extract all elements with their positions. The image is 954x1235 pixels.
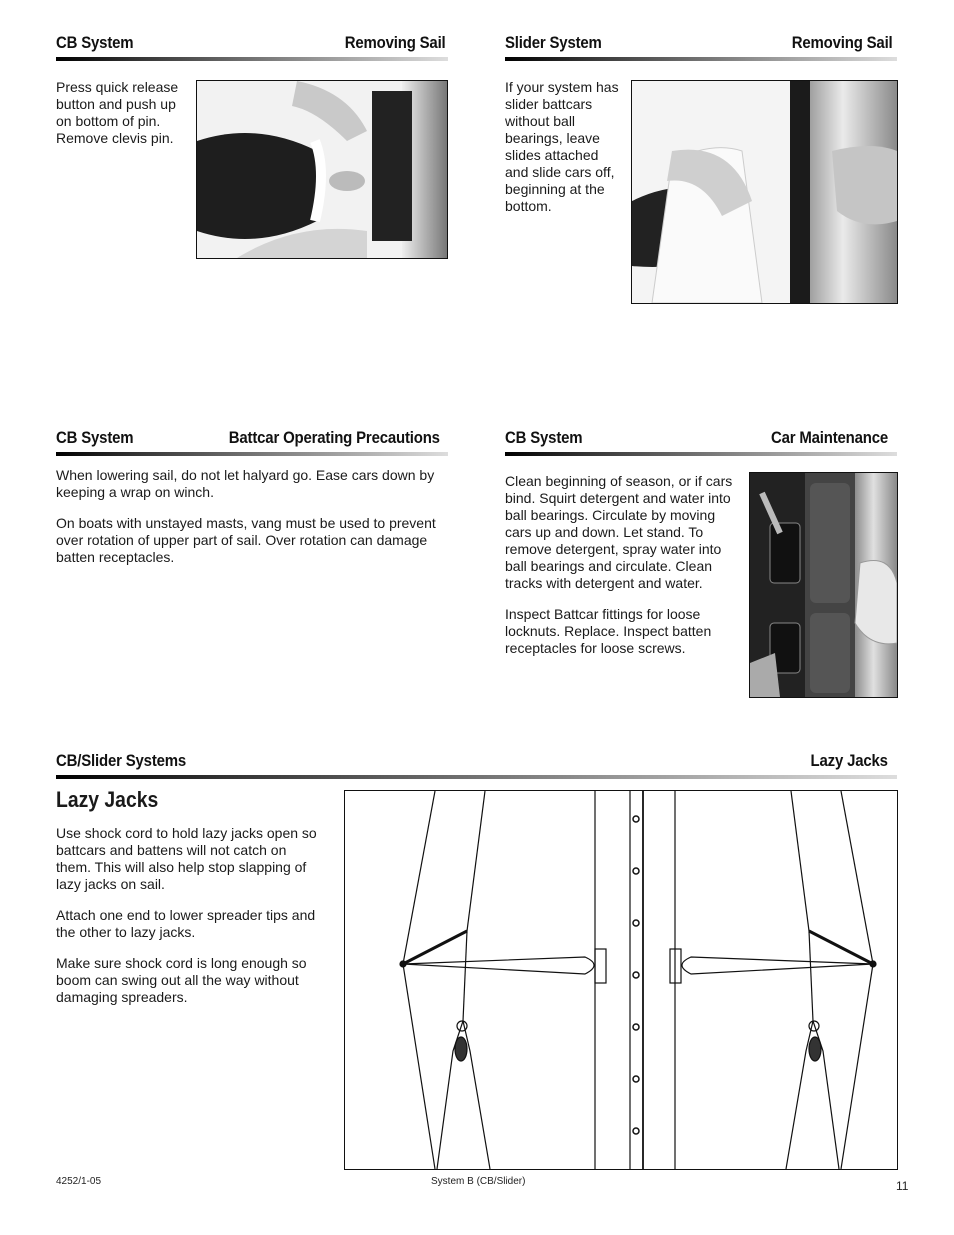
photo-slider-battcar [631, 80, 898, 304]
section-header-cb-removing-sail [56, 33, 446, 57]
paragraph: Press quick release button and push up on bottom of pin. Remove clevis pin. [56, 79, 179, 146]
paragraph: Attach one end to lower spreader tips and the other to lazy jacks. [56, 907, 316, 940]
section-text [56, 79, 191, 161]
paragraph: If your system has slider battcars without ball bearings, leave slides attached and slide cars off, beginning at the bottom. [505, 79, 619, 214]
section-rule [505, 452, 897, 456]
paragraph: Inspect Battcar fittings for loose locknuts. Replace. Inspect batten receptacles for loose screws. [505, 606, 712, 656]
section-header-battcar-precautions [56, 428, 440, 452]
section-text [505, 79, 623, 229]
section-text [56, 467, 446, 580]
mast-track-holes [633, 816, 639, 1134]
page-number: 11 [896, 1179, 909, 1193]
doc-code: 4252/1-05 [56, 1176, 102, 1187]
paragraph: Make sure shock cord is long enough so boom can swing out all the way without damaging spreaders. [56, 955, 307, 1005]
section-title-left: CB/Slider Systems [56, 751, 187, 770]
section-text [56, 825, 321, 1020]
section-rule [56, 57, 448, 61]
lazy-jacks-title: Lazy Jacks [56, 787, 159, 812]
paragraph: When lowering sail, do not let halyard go. Ease cars down by keeping a wrap on winch. [56, 467, 435, 500]
photo-car-maintenance [749, 472, 898, 698]
section-title-left: CB System [56, 33, 134, 52]
paragraph: Use shock cord to hold lazy jacks open so battcars and battens will not catch on them. This will also help stop slapping of lazy jacks on sail. [56, 825, 317, 892]
lazy-jacks-diagram [344, 790, 898, 1170]
section-title-right: Car Maintenance [770, 428, 888, 447]
section-title-left: Slider System [505, 33, 602, 52]
section-title-right: Removing Sail [792, 33, 893, 52]
section-title-left: CB System [505, 428, 583, 447]
section-title-right: Removing Sail [345, 33, 446, 52]
section-title-right: Lazy Jacks [810, 751, 888, 770]
paragraph: On boats with unstayed masts, vang must be used to prevent over rotation of upper part of sail. Over rotation can damage batten receptacles. [56, 515, 436, 565]
footer-center-label: System B (CB/Slider) [431, 1176, 526, 1187]
section-header-car-maintenance [505, 428, 888, 452]
section-rule [56, 452, 448, 456]
section-rule [505, 57, 897, 61]
paragraph: Clean beginning of season, or if cars bind. Squirt detergent and water into ball bearings. Circulate by moving cars up and down. Let stand. To remove detergent, spray water into ball bearings and circulate. Clean tracks with detergent and water. [505, 473, 733, 591]
photo-quick-release-pin [196, 80, 448, 259]
section-rule [56, 775, 897, 779]
section-header-lazy-jacks [56, 751, 888, 775]
section-title-left: CB System [56, 428, 134, 447]
section-header-slider-removing-sail [505, 33, 893, 57]
section-title-right: Battcar Operating Precautions [228, 428, 440, 447]
section-text [505, 473, 738, 671]
